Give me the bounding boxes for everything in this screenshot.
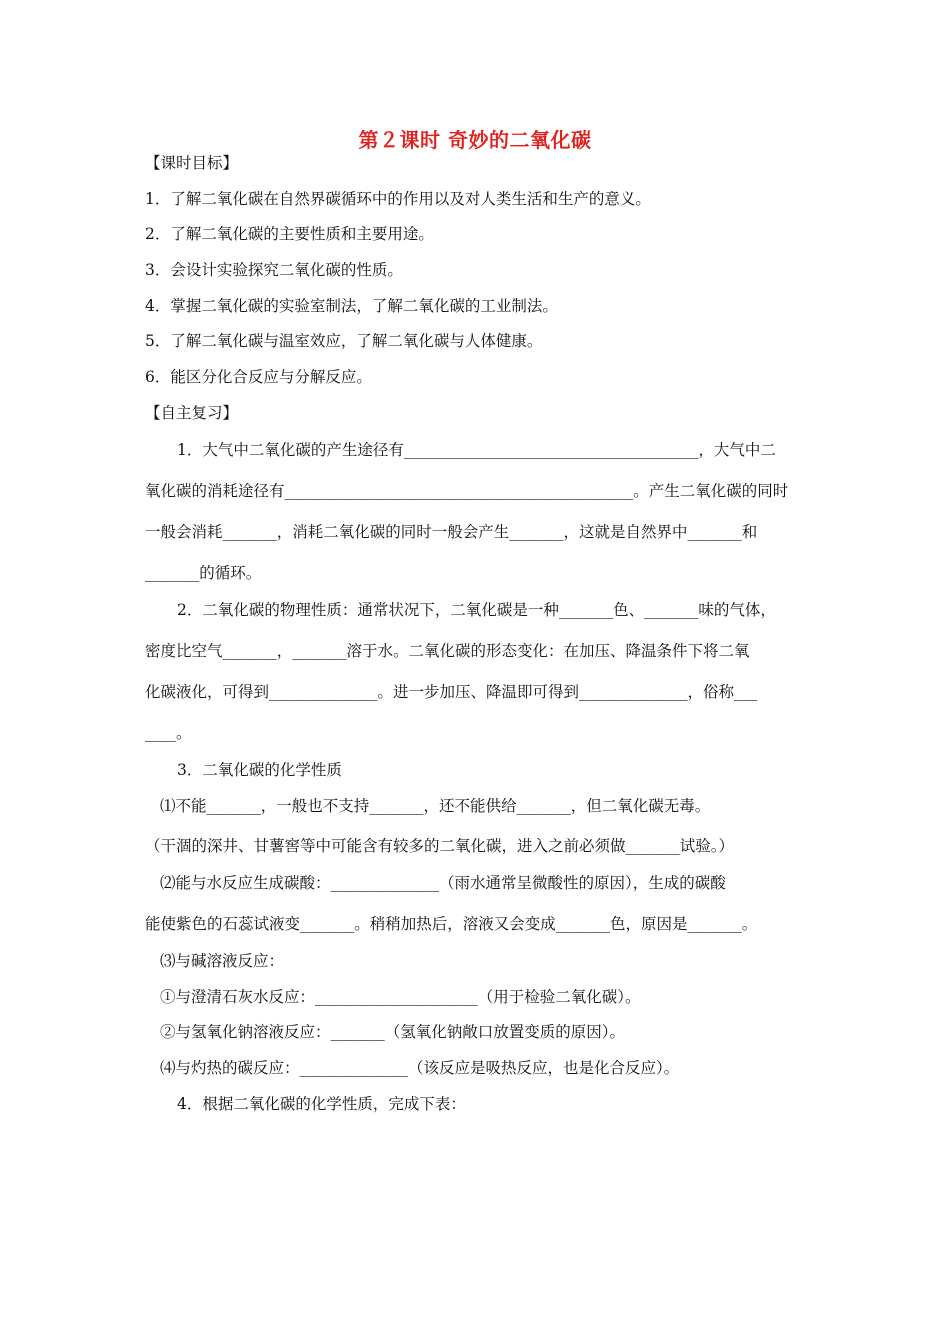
review-line: 1．大气中二氧化碳的产生途径有______________________________________，大气中二 bbox=[177, 441, 776, 459]
review-line: ____。 bbox=[145, 724, 192, 742]
review-line: _______的循环。 bbox=[145, 564, 262, 582]
review-line: 氧化碳的消耗途径有_____________________________________________。产生二氧化碳的同时 bbox=[145, 482, 789, 500]
objective-item: 1．了解二氧化碳在自然界碳循环中的作用以及对人类生活和生产的意义。 bbox=[145, 190, 651, 208]
review-line: ⑷与灼热的碳反应：______________（该反应是吸热反应，也是化合反应）。 bbox=[160, 1059, 680, 1077]
review-line: 一般会消耗_______，消耗二氧化碳的同时一般会产生_______，这就是自然界中_______和 bbox=[145, 523, 758, 541]
review-line: 2．二氧化碳的物理性质：通常状况下，二氧化碳是一种_______色、_______味的气体， bbox=[177, 601, 776, 619]
review-line: ⑶与碱溶液反应： bbox=[160, 952, 285, 970]
review-line: （干涸的深井、甘薯窖等中可能含有较多的二氧化碳，进入之前必须做_______试验。） bbox=[145, 837, 735, 855]
objective-item: 2．了解二氧化碳的主要性质和主要用途。 bbox=[145, 225, 434, 243]
objective-item: 3．会设计实验探究二氧化碳的性质。 bbox=[145, 261, 403, 279]
review-line: ⑴不能_______，一般也不支持_______，还不能供给_______，但二氧化碳无毒。 bbox=[160, 797, 711, 815]
review-line: 3．二氧化碳的化学性质 bbox=[177, 761, 342, 779]
page-title: 第２课时 奇妙的二氧化碳 bbox=[358, 128, 592, 152]
review-line: ①与澄清石灰水反应：_____________________（用于检验二氧化碳）。 bbox=[160, 988, 641, 1006]
review-line: 密度比空气_______，_______溶于水。二氧化碳的形态变化：在加压、降温条件下将二氧 bbox=[145, 642, 750, 660]
objectives-heading: 【课时目标】 bbox=[145, 154, 239, 172]
review-line: ②与氢氧化钠溶液反应：_______（氢氧化钠敞口放置变质的原因）。 bbox=[160, 1023, 626, 1041]
review-heading: 【自主复习】 bbox=[145, 404, 239, 422]
review-line: 化碳液化，可得到______________。进一步加压、降温即可得到______________，俗称___ bbox=[145, 683, 758, 701]
review-line: ⑵能与水反应生成碳酸：______________（雨水通常呈微酸性的原因），生成的碳酸 bbox=[160, 874, 726, 892]
review-line: 能使紫色的石蕊试液变_______。稍稍加热后，溶液又会变成_______色，原因是_______。 bbox=[145, 915, 758, 933]
objective-item: 6．能区分化合反应与分解反应。 bbox=[145, 368, 372, 386]
review-line: 4．根据二氧化碳的化学性质，完成下表： bbox=[177, 1095, 466, 1113]
objective-item: 5．了解二氧化碳与温室效应，了解二氧化碳与人体健康。 bbox=[145, 332, 543, 350]
objective-item: 4．掌握二氧化碳的实验室制法，了解二氧化碳的工业制法。 bbox=[145, 297, 558, 315]
